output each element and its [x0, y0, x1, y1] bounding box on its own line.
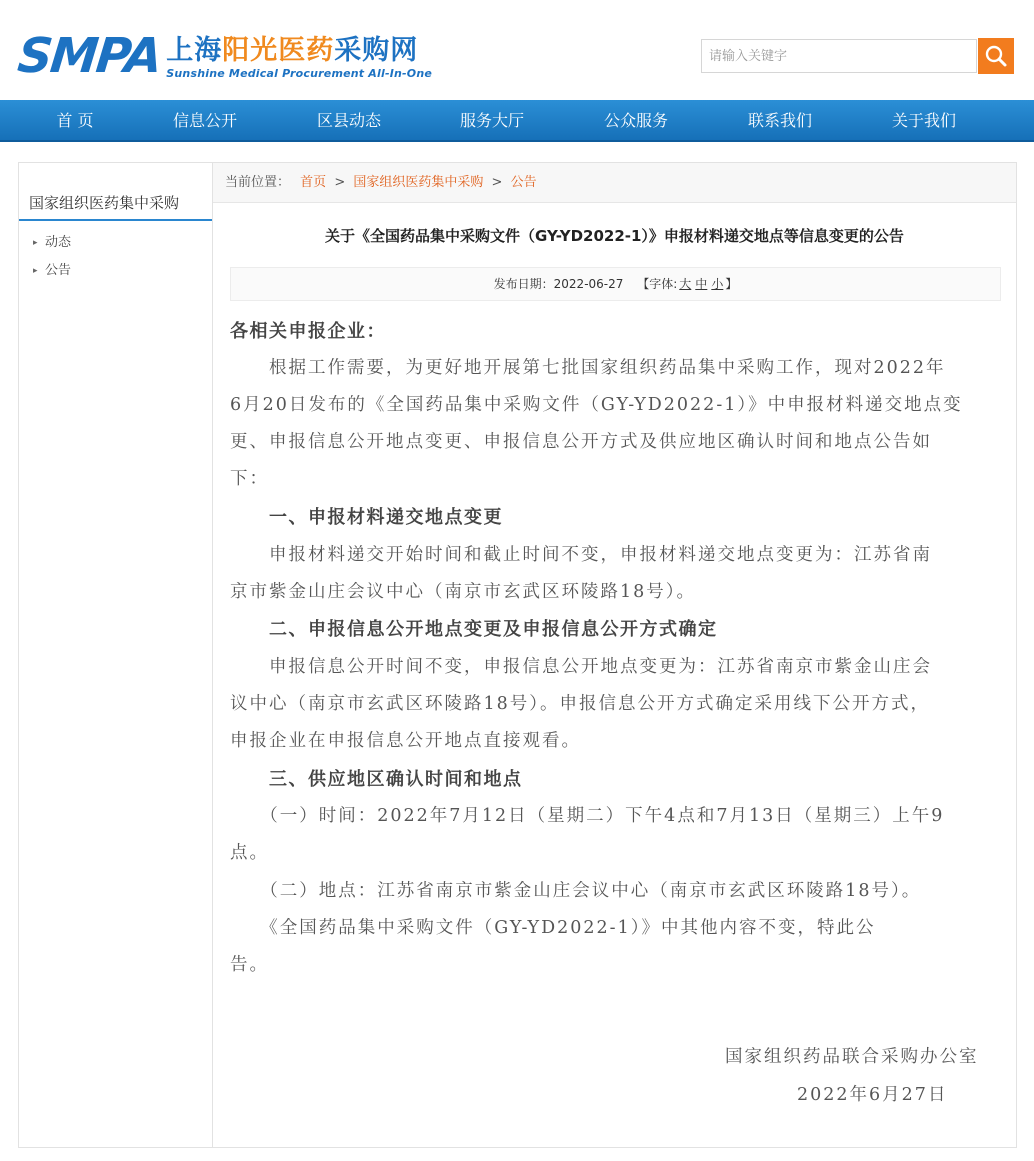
article-title: 关于《全国药品集中采购文件（GY-YD2022-1）》申报材料递交地点等信息变更的公告: [325, 227, 904, 245]
bullet-arrow-icon: ▸: [33, 266, 38, 276]
paragraph-line: 申报材料递交开始时间和截止时间不变，申报材料递交地点变更为：江苏省南: [230, 545, 932, 565]
paragraph-line: 6月20日发布的《全国药品集中采购文件（GY-YD2022-1）》中申报材料递交地点变: [230, 395, 963, 415]
paragraph-line: （一）时间：2022年7月12日（星期二）下午4点和7月13日（星期三）上午9: [230, 806, 945, 826]
font-size-large-link[interactable]: 大: [679, 277, 692, 291]
signature-organization: 国家组织药品联合采购办公室: [725, 1047, 979, 1067]
search-box: [701, 38, 1014, 74]
left-sidebar: [18, 162, 213, 1148]
salutation: 各相关申报企业：: [230, 321, 386, 342]
breadcrumb-prefix: 当前位置：: [225, 175, 291, 190]
site-logo[interactable]: [15, 28, 433, 84]
font-size-small-link[interactable]: 小: [711, 277, 724, 291]
logo-chinese-name: [166, 36, 432, 66]
search-icon: [983, 43, 1009, 69]
paragraph-line: 议中心（南京市玄武区环陵路18号）。申报信息公开方式确定采用线下公开方式，: [230, 694, 931, 714]
breadcrumb-separator: >: [491, 175, 503, 190]
signature-date: 2022年6月27日: [797, 1085, 948, 1105]
nav-item-public-service[interactable]: 公众服务: [603, 111, 668, 130]
paragraph-line: 根据工作需要，为更好地开展第七批国家组织药品集中采购工作，现对2022年: [230, 358, 946, 378]
sidebar-title[interactable]: 国家组织医药集中采购: [19, 185, 212, 221]
breadcrumb-level2-link[interactable]: 公告: [510, 175, 537, 190]
paragraph-line: 申报企业在申报信息公开地点直接观看。: [230, 731, 581, 751]
font-size-label: 【字体:: [637, 277, 678, 291]
search-button[interactable]: [978, 38, 1014, 74]
paragraph-line: 申报信息公开时间不变，申报信息公开地点变更为：江苏省南京市紫金山庄会: [230, 657, 932, 677]
section-heading: 三、供应地区确认时间和地点: [230, 769, 523, 790]
paragraph-line: 《全国药品集中采购文件（GY-YD2022-1）》中其他内容不变，特此公: [230, 918, 876, 938]
nav-item-service-hall[interactable]: 服务大厅: [459, 111, 524, 130]
font-size-close: 】: [725, 277, 738, 291]
breadcrumb-home-link[interactable]: 首页: [300, 175, 327, 190]
site-header: [0, 0, 1034, 100]
sidebar-item-news[interactable]: [19, 229, 212, 257]
paragraph-line: 下：: [230, 469, 269, 489]
article-meta-bar: [230, 267, 1001, 301]
nav-item-contact-us[interactable]: 联系我们: [747, 111, 812, 130]
logo-text: [166, 36, 432, 80]
publish-date-label: 发布日期：: [493, 277, 554, 291]
main-content: [212, 162, 1017, 1148]
logo-abbreviation: SMPA: [15, 28, 164, 84]
bullet-arrow-icon: ▸: [33, 238, 38, 248]
search-input[interactable]: [701, 39, 977, 73]
paragraph-line: 点。: [230, 843, 269, 863]
nav-item-district-news[interactable]: 区县动态: [316, 111, 381, 130]
logo-english-name: Sunshine Medical Procurement All-In-One: [166, 67, 433, 80]
logo-cn-part3: 采购网: [334, 35, 419, 66]
sidebar-item-label: 公告: [45, 263, 72, 278]
logo-cn-part1: 上海: [166, 35, 223, 66]
breadcrumb-level1-link[interactable]: 国家组织医药集中采购: [353, 175, 484, 190]
sidebar-item-label: 动态: [45, 235, 72, 250]
breadcrumb: [213, 163, 1016, 203]
paragraph-line: 更、申报信息公开地点变更、申报信息公开方式及供应地区确认时间和地点公告如: [230, 432, 932, 452]
breadcrumb-separator: >: [334, 175, 346, 190]
publish-date: 2022-06-27: [553, 277, 624, 291]
sidebar-item-announcements[interactable]: [19, 257, 212, 285]
main-nav: [0, 100, 1034, 142]
logo-cn-part2: 阳光医药: [222, 35, 335, 66]
section-heading: 二、申报信息公开地点变更及申报信息公开方式确定: [230, 619, 718, 640]
sidebar-list: [19, 229, 212, 285]
section-heading: 一、申报材料递交地点变更: [230, 507, 503, 528]
font-size-medium-link[interactable]: 中: [695, 277, 708, 291]
paragraph-line: 京市紫金山庄会议中心（南京市玄武区环陵路18号）。: [230, 582, 697, 602]
paragraph-line: （二）地点：江苏省南京市紫金山庄会议中心（南京市玄武区环陵路18号）。: [230, 881, 922, 901]
nav-item-home[interactable]: 首 页: [56, 111, 94, 130]
nav-item-about-us[interactable]: 关于我们: [891, 111, 956, 130]
paragraph-line: 告。: [230, 955, 269, 975]
nav-item-info-disclosure[interactable]: 信息公开: [172, 111, 237, 130]
